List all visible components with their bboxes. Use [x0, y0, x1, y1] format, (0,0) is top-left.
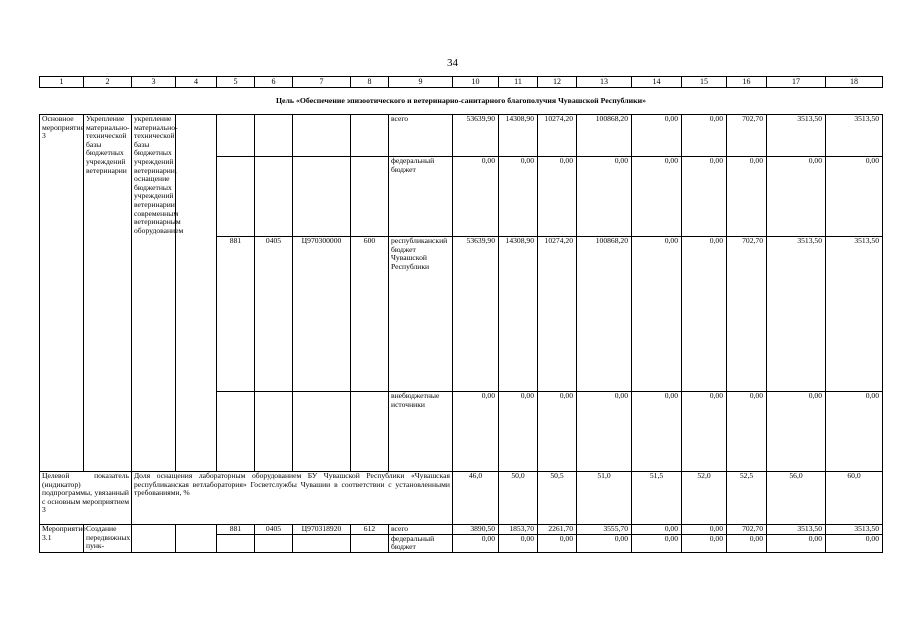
value-cell: 3890,50: [453, 525, 499, 535]
grbs-code: 881: [217, 236, 255, 391]
empty-cell: [217, 534, 255, 552]
empty-cell: [351, 392, 389, 472]
value-cell: 0,00: [499, 392, 538, 472]
col-num: 18: [826, 77, 883, 88]
value-cell: 0,00: [453, 157, 499, 237]
col-num: 9: [389, 77, 453, 88]
value-cell: 0,00: [826, 534, 883, 552]
value-cell: 702,70: [727, 236, 767, 391]
event-name: Создание передвижных пунк-: [84, 525, 132, 553]
funding-source: всего: [389, 525, 453, 535]
funding-source: федеральный бюджет: [389, 157, 453, 237]
funding-source: внебюджетные источники: [389, 392, 453, 472]
empty-cell: [351, 115, 389, 157]
value-cell: 0,00: [499, 157, 538, 237]
value-cell: 0,00: [538, 534, 577, 552]
col-num: 5: [217, 77, 255, 88]
value-cell: 2261,70: [538, 525, 577, 535]
goal-row: [40, 88, 883, 115]
indicator-value: 56,0: [767, 472, 826, 525]
empty-cell: [217, 115, 255, 157]
col-num: 8: [351, 77, 389, 88]
indicator-text: Доля оснащения лабораторным оборудованием БУ Чувашской Республики «Чувашская республиканская ветлаборатория» Госветслужбы Чувашии в соответствии с установленными требованиями, %: [132, 472, 453, 525]
value-cell: 0,00: [632, 236, 682, 391]
value-cell: 0,00: [727, 157, 767, 237]
event-status: Мероприятие 3.1: [40, 525, 84, 553]
col-num: 2: [84, 77, 132, 88]
col-num: 6: [255, 77, 293, 88]
value-cell: 0,00: [538, 392, 577, 472]
indicator-value: 52,5: [727, 472, 767, 525]
col-num: 11: [499, 77, 538, 88]
value-cell: 0,00: [826, 392, 883, 472]
value-cell: 0,00: [767, 534, 826, 552]
empty-cell: [255, 157, 293, 237]
value-cell: 0,00: [727, 534, 767, 552]
empty-cell: [293, 157, 351, 237]
value-cell: 0,00: [453, 392, 499, 472]
empty-cell: [255, 115, 293, 157]
value-cell: 0,00: [632, 525, 682, 535]
value-cell: 3555,70: [577, 525, 632, 535]
indicator-value: 52,0: [682, 472, 727, 525]
value-cell: 14308,90: [499, 236, 538, 391]
indicator-label: Целевой показатель (индикатор) подпрограммы, увязанный с основным мероприятием 3: [40, 472, 132, 525]
value-cell: 0,00: [682, 157, 727, 237]
empty-cell: [132, 525, 176, 553]
value-cell: 0,00: [453, 534, 499, 552]
value-cell: 100868,20: [577, 115, 632, 157]
value-cell: 0,00: [682, 525, 727, 535]
value-cell: 100868,20: [577, 236, 632, 391]
empty-cell: [351, 157, 389, 237]
empty-cell: [293, 534, 351, 552]
value-cell: 0,00: [767, 157, 826, 237]
col-num: 10: [453, 77, 499, 88]
value-cell: 0,00: [538, 157, 577, 237]
indicator-row: [40, 472, 883, 525]
empty-cell: [255, 534, 293, 552]
table-row: [40, 525, 883, 535]
indicator-value: 50,0: [499, 472, 538, 525]
value-cell: 0,00: [577, 157, 632, 237]
value-cell: 0,00: [499, 534, 538, 552]
column-number-row: [40, 77, 883, 88]
value-cell: 1853,70: [499, 525, 538, 535]
col-num: 17: [767, 77, 826, 88]
page-number: 34: [447, 57, 458, 69]
empty-cell: [176, 525, 217, 553]
value-cell: 0,00: [826, 157, 883, 237]
value-cell: 0,00: [682, 534, 727, 552]
empty-cell: [217, 157, 255, 237]
empty-cell: [217, 392, 255, 472]
value-cell: 0,00: [632, 157, 682, 237]
vr-code: 600: [351, 236, 389, 391]
col-num: 12: [538, 77, 577, 88]
col-num: 14: [632, 77, 682, 88]
col-num: 16: [727, 77, 767, 88]
indicator-value: 51,5: [632, 472, 682, 525]
value-cell: 10274,20: [538, 236, 577, 391]
col-num: 4: [176, 77, 217, 88]
value-cell: 3513,50: [767, 236, 826, 391]
col-num: 15: [682, 77, 727, 88]
value-cell: 0,00: [577, 392, 632, 472]
value-cell: 0,00: [632, 534, 682, 552]
value-cell: 0,00: [767, 392, 826, 472]
main-event-name: Укрепление материально-технической базы бюджетных учреждений ветеринарии: [84, 115, 132, 472]
col-num: 3: [132, 77, 176, 88]
indicator-value: 60,0: [826, 472, 883, 525]
empty-cell: [255, 392, 293, 472]
value-cell: 53639,90: [453, 236, 499, 391]
funding-source: всего: [389, 115, 453, 157]
value-cell: 3513,50: [826, 236, 883, 391]
value-cell: 0,00: [727, 392, 767, 472]
value-cell: 3513,50: [826, 115, 883, 157]
value-cell: 0,00: [632, 392, 682, 472]
vr-code: 612: [351, 525, 389, 535]
value-cell: 0,00: [682, 392, 727, 472]
empty-cell: [293, 392, 351, 472]
value-cell: 0,00: [682, 115, 727, 157]
grbs-code: 881: [217, 525, 255, 535]
value-cell: 14308,90: [499, 115, 538, 157]
csr-code: Ц970318920: [293, 525, 351, 535]
value-cell: 702,70: [727, 525, 767, 535]
col-num: 13: [577, 77, 632, 88]
main-event-description: укрепление материально-технической базы бюджетных учреждений ветеринарии, оснащение бюджетных учреждений ветеринарии современным ветеринарным оборудованием: [132, 115, 176, 472]
value-cell: 10274,20: [538, 115, 577, 157]
indicator-value: 50,5: [538, 472, 577, 525]
budget-table: [39, 76, 883, 553]
goal-title: Цель «Обеспечение эпизоотического и ветеринарно-санитарного благополучия Чувашской Республики»: [40, 88, 883, 115]
value-cell: 0,00: [682, 236, 727, 391]
indicator-value: 51,0: [577, 472, 632, 525]
value-cell: 0,00: [632, 115, 682, 157]
value-cell: 3513,50: [767, 525, 826, 535]
rzpr-code: 0405: [255, 525, 293, 535]
funding-source: республиканский бюджет Чувашской Республики: [389, 236, 453, 391]
rzpr-code: 0405: [255, 236, 293, 391]
empty-cell: [293, 115, 351, 157]
value-cell: 53639,90: [453, 115, 499, 157]
col-num: 7: [293, 77, 351, 88]
col-num: 1: [40, 77, 84, 88]
main-event-status: Основное мероприятие 3: [40, 115, 84, 472]
value-cell: 702,70: [727, 115, 767, 157]
funding-source: федеральный бюджет: [389, 534, 453, 552]
csr-code: Ц970300000: [293, 236, 351, 391]
empty-cell: [176, 115, 217, 472]
value-cell: 3513,50: [767, 115, 826, 157]
value-cell: 3513,50: [826, 525, 883, 535]
indicator-value: 46,0: [453, 472, 499, 525]
empty-cell: [351, 534, 389, 552]
value-cell: 0,00: [577, 534, 632, 552]
table-row: [40, 115, 883, 157]
